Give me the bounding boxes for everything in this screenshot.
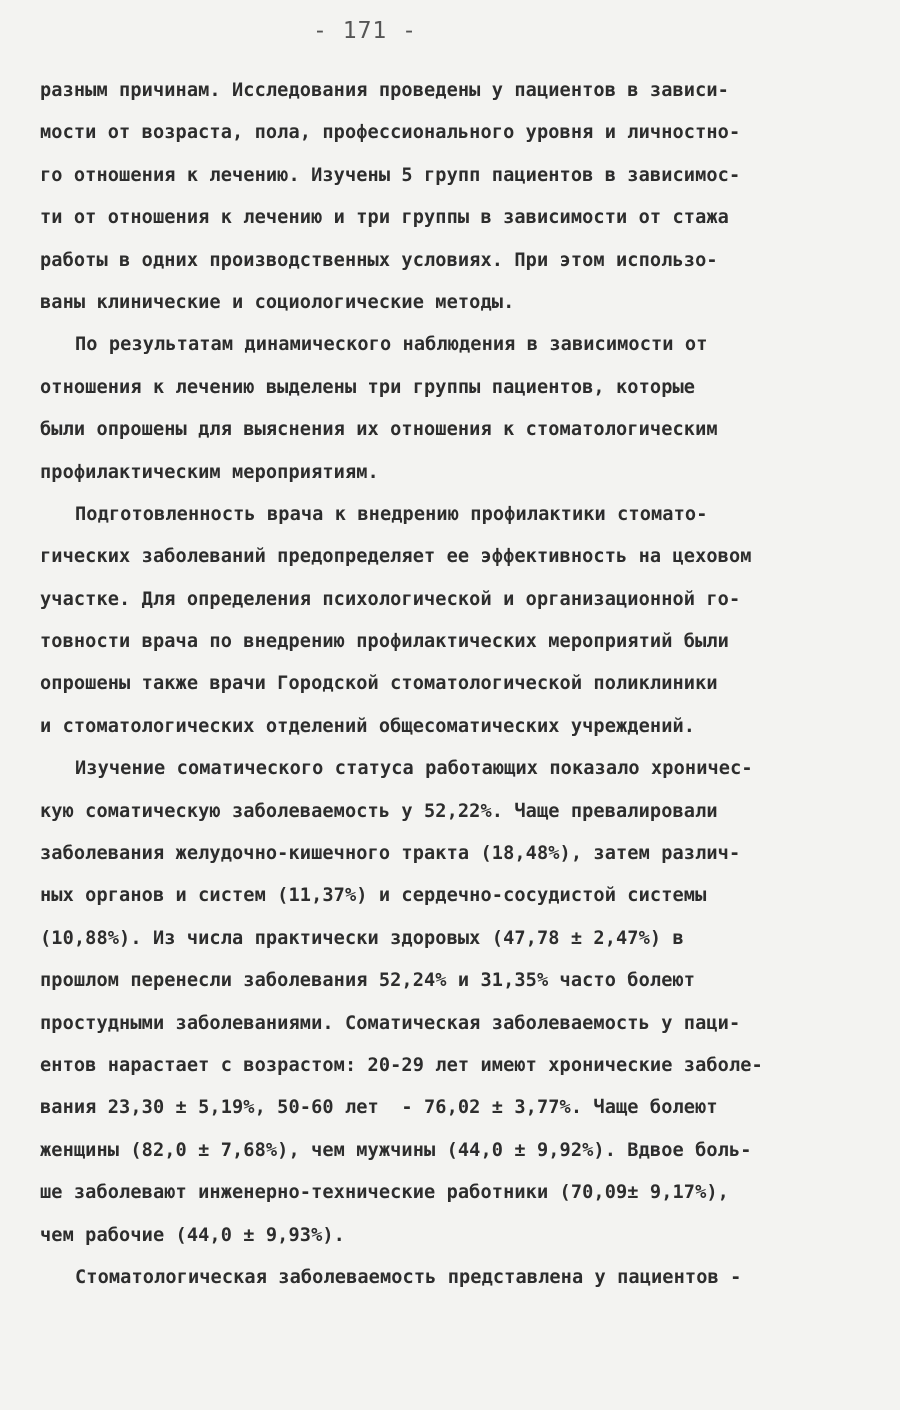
text-line: прошлом перенесли заболевания 52,24% и 31,35% часто болеют: [40, 970, 696, 992]
text-line: опрошены также врачи Городской стоматологической поликлиники: [40, 673, 718, 695]
text-line: заболевания желудочно-кишечного тракта (18,48%), затем различ-: [40, 843, 741, 865]
text-line: и стоматологических отделений общесоматических учреждений.: [40, 715, 696, 737]
paragraph-5: [40, 1257, 870, 1299]
paragraph-3: [40, 494, 870, 748]
text-line: мости от возраста, пола, профессионального уровня и личностно-: [40, 122, 741, 144]
text-line: гических заболеваний предопределяет ее эффективность на цеховом: [40, 546, 752, 568]
text-line: вания 23,30 ± 5,19%, 50-60 лет - 76,02 ± 3,77%. Чаще болеют: [40, 1097, 718, 1119]
paragraph-4: [40, 748, 870, 1257]
text-line: ваны клинические и социологические методы.: [40, 291, 515, 313]
text-line: женщины (82,0 ± 7,68%), чем мужчины (44,0 ± 9,92%). Вдвое боль-: [40, 1139, 752, 1161]
text-line: простудными заболеваниями. Соматическая заболеваемость у паци-: [40, 1012, 741, 1034]
text-line: го отношения к лечению. Изучены 5 групп пациентов в зависимос-: [40, 164, 741, 186]
paragraph-1: [40, 70, 870, 324]
text-line: чем рабочие (44,0 ± 9,93%).: [40, 1224, 345, 1246]
text-line: были опрошены для выяснения их отношения к стоматологическим: [40, 419, 718, 441]
text-line: Стоматологическая заболеваемость представлена у пациентов -: [75, 1266, 742, 1288]
text-line: участке. Для определения психологической и организационной го-: [40, 588, 741, 610]
text-line: (10,88%). Из числа практически здоровых (47,78 ± 2,47%) в: [40, 927, 684, 949]
text-line: профилактическим мероприятиям.: [40, 461, 379, 483]
text-line: ше заболевают инженерно-технические работники (70,09± 9,17%),: [40, 1182, 729, 1204]
text-line: разным причинам. Исследования проведены у пациентов в зависи-: [40, 80, 729, 101]
text-line: работы в одних производственных условиях. При этом использо-: [40, 249, 718, 271]
text-line: Подготовленность врача к внедрению профилактики стомато-: [75, 503, 708, 525]
text-line: отношения к лечению выделены три группы пациентов, которые: [40, 376, 696, 398]
text-line: По результатам динамического наблюдения в зависимости от: [75, 334, 708, 356]
body-text: [40, 70, 870, 1299]
text-line: ти от отношения к лечению и три группы в зависимости от стажа: [40, 207, 729, 229]
page-number: - 171 -: [313, 18, 417, 44]
text-line: кую соматическую заболеваемость у 52,22%. Чаще превалировали: [40, 800, 718, 822]
paragraph-2: [40, 324, 870, 494]
text-line: ентов нарастает с возрастом: 20-29 лет имеют хронические заболе-: [40, 1054, 763, 1076]
text-line: ных органов и систем (11,37%) и сердечно-сосудистой системы: [40, 885, 707, 907]
text-line: товности врача по внедрению профилактических мероприятий были: [40, 631, 729, 653]
text-line: Изучение соматического статуса работающих показало хроничес-: [75, 758, 753, 780]
